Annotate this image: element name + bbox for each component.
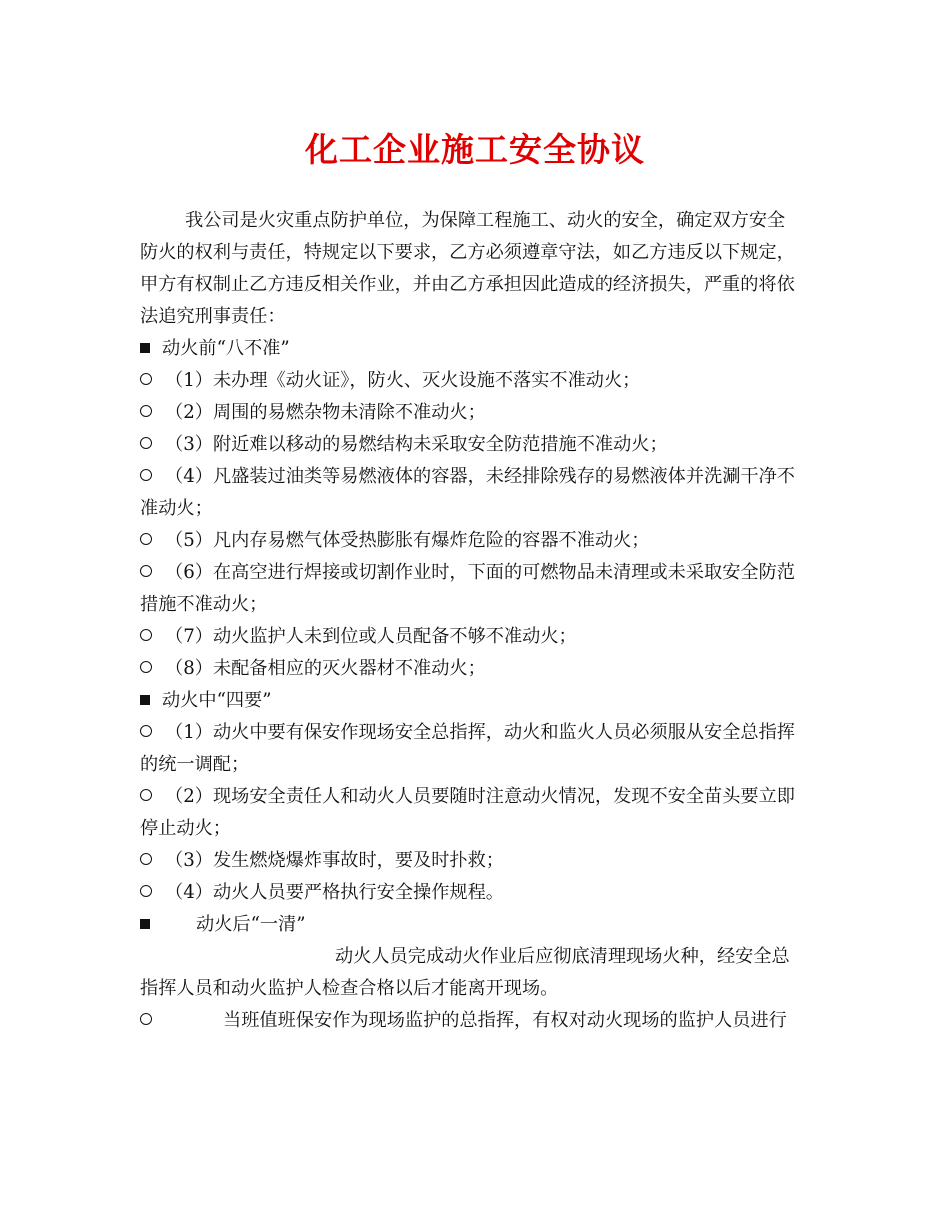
square-bullet-icon (140, 919, 150, 929)
list-item-continuation: 措施不准动火； (140, 594, 268, 615)
circle-bullet-icon (140, 1013, 152, 1025)
circle-bullet-icon (140, 885, 152, 897)
intro-line-4: 法追究刑事责任： (140, 306, 286, 327)
circle-bullet-icon (140, 789, 152, 801)
circle-bullet-icon (140, 629, 152, 641)
list-item: （1）动火中要有保安作现场安全总指挥，动火和监火人员必须服从安全总指挥 (140, 721, 820, 745)
circle-bullet-icon (140, 661, 152, 673)
square-bullet-icon (140, 343, 150, 353)
list-item-continuation: 停止动火； (140, 818, 231, 839)
document-title: 化工企业施工安全协议 (305, 130, 645, 169)
section-heading-after: 动火后“一清” (140, 913, 820, 937)
intro-line-3: 甲方有权制止乙方违反相关作业，并由乙方承担因此造成的经济损失，严重的将依 (140, 274, 795, 295)
list-item: （4）动火人员要严格执行安全操作规程。 (140, 881, 820, 905)
section-heading-during: 动火中“四要” (140, 689, 820, 713)
list-item: （4）凡盛装过油类等易燃液体的容器，未经排除残存的易燃液体并洗涮干净不 (140, 465, 820, 489)
paragraph-line: 动火人员完成动火作业后应彻底清理现场火种，经安全总 (335, 946, 790, 967)
circle-bullet-icon (140, 853, 152, 865)
circle-bullet-icon (140, 373, 152, 385)
list-item: （8）未配备相应的灭火器材不准动火； (140, 657, 820, 681)
circle-bullet-icon (140, 725, 152, 737)
circle-bullet-icon (140, 405, 152, 417)
list-item: （3）发生燃烧爆炸事故时，要及时扑救； (140, 849, 820, 873)
list-item: （2）周围的易燃杂物未清除不准动火； (140, 401, 820, 425)
list-item: （3）附近难以移动的易燃结构未采取安全防范措施不准动火； (140, 433, 820, 457)
circle-bullet-icon (140, 437, 152, 449)
square-bullet-icon (140, 695, 150, 705)
list-item: （6）在高空进行焊接或切割作业时，下面的可燃物品未清理或未采取安全防范 (140, 561, 820, 585)
list-item: （7）动火监护人未到位或人员配备不够不准动火； (140, 625, 820, 649)
list-item-continuation: 准动火； (140, 498, 213, 519)
intro-line-1: 我公司是火灾重点防护单位，为保障工程施工、动火的安全，确定双方安全 (185, 210, 786, 231)
intro-line-2: 防火的权利与责任，特规定以下要求，乙方必须遵章守法，如乙方违反以下规定， (140, 242, 795, 263)
list-item: （1）未办理《动火证》，防火、灭火设施不落实不准动火； (140, 369, 820, 393)
circle-bullet-icon (140, 469, 152, 481)
list-item: 当班值班保安作为现场监护的总指挥，有权对动火现场的监护人员进行 (140, 1009, 820, 1033)
list-item-continuation: 的统一调配； (140, 754, 250, 775)
section-heading-before: 动火前“八不准” (140, 337, 820, 361)
paragraph-line: 指挥人员和动火监护人检查合格以后才能离开现场。 (140, 978, 559, 999)
circle-bullet-icon (140, 565, 152, 577)
list-item: （5）凡内存易燃气体受热膨胀有爆炸危险的容器不准动火； (140, 529, 820, 553)
list-item: （2）现场安全责任人和动火人员要随时注意动火情况，发现不安全苗头要立即 (140, 785, 820, 809)
circle-bullet-icon (140, 533, 152, 545)
